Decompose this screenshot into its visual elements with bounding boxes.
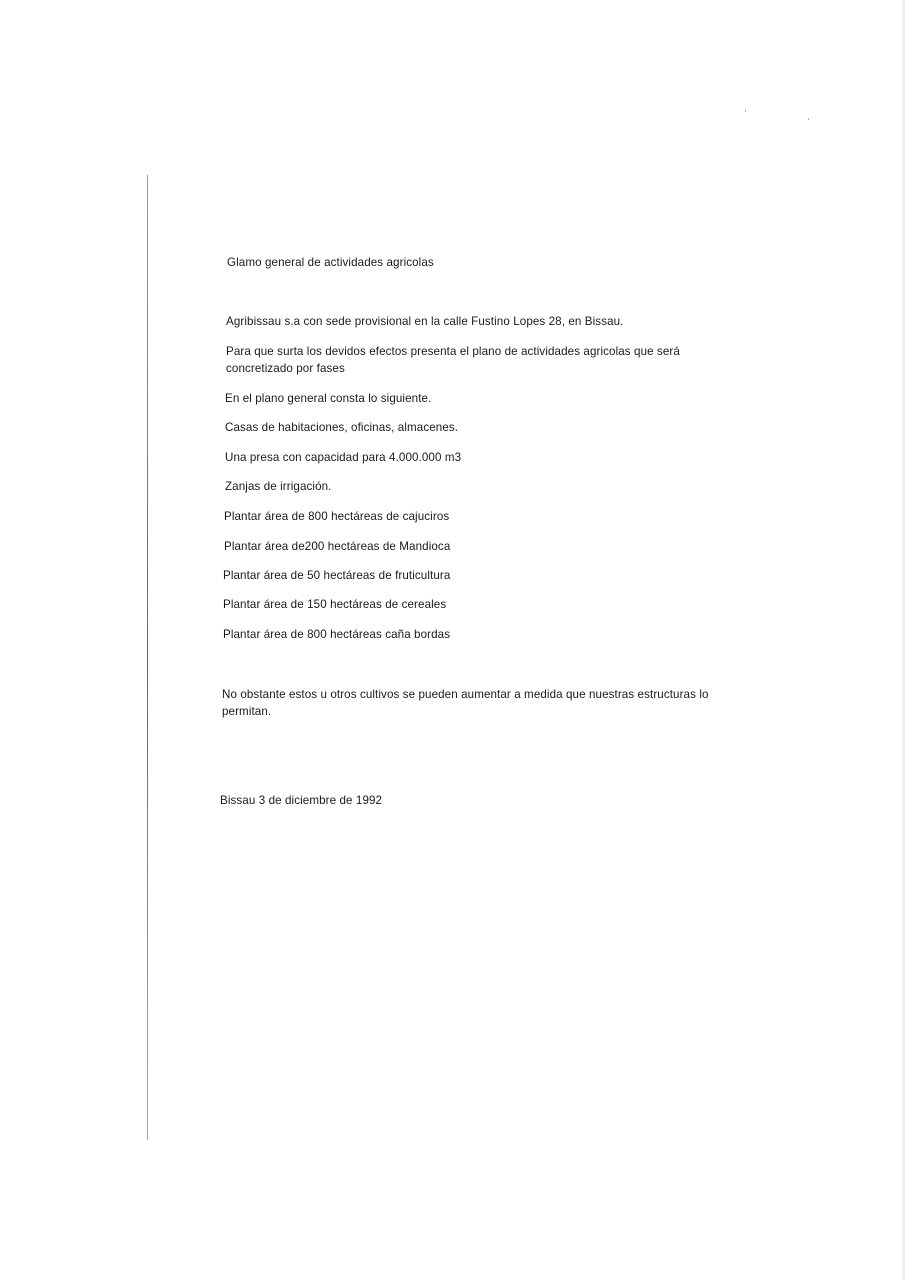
list-item: Plantar área de 150 hectáreas de cereales [223, 598, 447, 611]
list-item: Casas de habitaciones, oficinas, almacenes. [225, 421, 459, 434]
purpose-line-1: Para que surta los devidos efectos presenta el plano de actividades agricolas que será [226, 345, 680, 358]
list-item: Plantar área de200 hectáreas de Mandioca [224, 540, 451, 553]
list-item: Plantar área de 800 hectáreas de cajuciros [224, 510, 450, 523]
intro-paragraph: Agribissau s.a con sede provisional en la calle Fustino Lopes 28, en Bissau. [226, 315, 624, 328]
list-item: Zanjas de irrigación. [225, 480, 332, 493]
scan-margin-line [147, 175, 148, 1140]
purpose-line-2: concretizado por fases [226, 362, 345, 375]
list-item: Una presa con capacidad para 4.000.000 m3 [225, 451, 462, 464]
list-item: Plantar área de 50 hectáreas de fruticultura [223, 569, 451, 582]
scan-speck [745, 110, 746, 112]
scan-speck [808, 118, 809, 120]
document-title: Glamo general de actividades agricolas [227, 256, 434, 269]
plan-heading: En el plano general consta lo siguiente. [225, 392, 432, 405]
list-item: Plantar área de 800 hectáreas caña bordas [223, 628, 451, 641]
document-date: Bissau 3 de diciembre de 1992 [220, 794, 383, 807]
note-line-2: permitan. [222, 705, 272, 718]
note-line-1: No obstante estos u otros cultivos se pueden aumentar a medida que nuestras estructuras lo [222, 688, 709, 701]
